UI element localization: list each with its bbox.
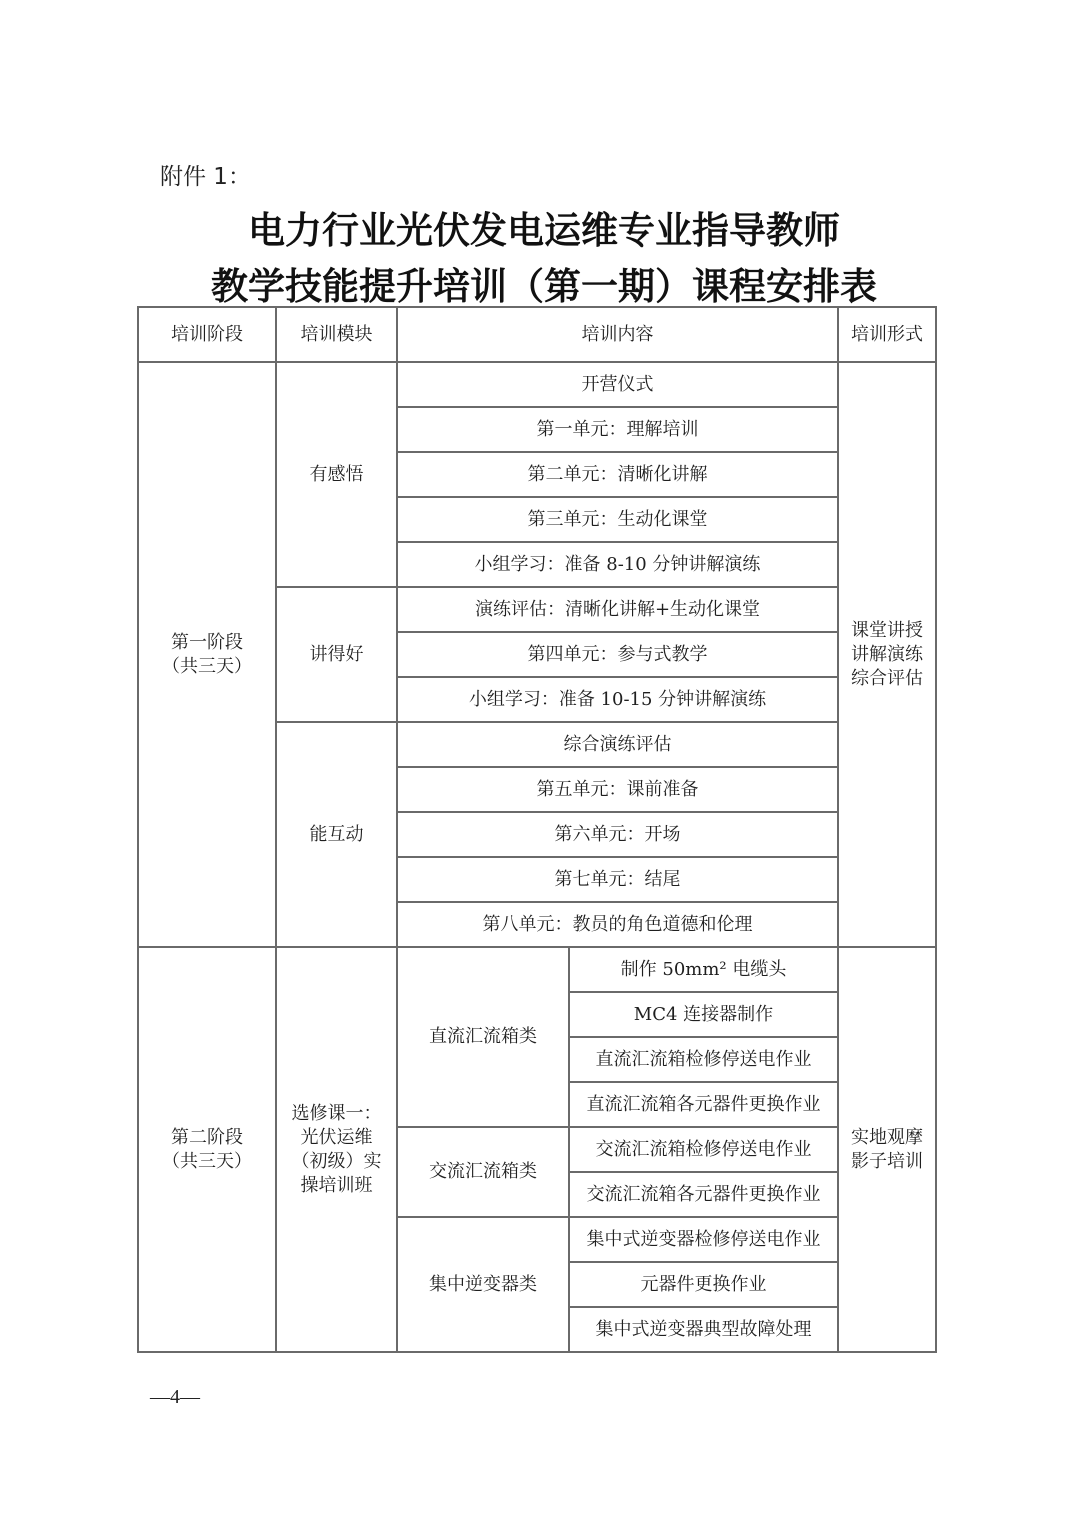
content-cell: 第一单元：理解培训 <box>397 407 838 452</box>
header-form: 培训形式 <box>838 307 936 362</box>
stage2-duration: （共三天） <box>162 1150 252 1172</box>
content-cell: 小组学习：准备 8-10 分钟讲解演练 <box>397 542 838 587</box>
stage2-name: 第二阶段 <box>171 1126 243 1148</box>
content-cell: 元器件更换作业 <box>569 1262 838 1307</box>
content-cell: 直流汇流箱各元器件更换作业 <box>569 1082 838 1127</box>
stage2-form-cell <box>838 947 936 1352</box>
header-content: 培训内容 <box>397 307 838 362</box>
content-cell: 综合演练评估 <box>397 722 838 767</box>
stage2-module-cell <box>276 947 397 1352</box>
content-cell: 第四单元：参与式教学 <box>397 632 838 677</box>
stage2-module-line: 选修课一： <box>291 1102 382 1124</box>
module-1: 有感悟 <box>276 362 397 587</box>
stage2-module-line: 操培训班 <box>300 1174 373 1196</box>
category-1: 直流汇流箱类 <box>397 947 569 1127</box>
content-cell: 第六单元：开场 <box>397 812 838 857</box>
content-cell: MC4 连接器制作 <box>569 992 838 1037</box>
header-stage: 培训阶段 <box>138 307 276 362</box>
content-cell: 制作 50mm² 电缆头 <box>569 947 838 992</box>
stage1-duration: （共三天） <box>162 655 252 677</box>
content-cell: 第八单元：教员的角色道德和伦理 <box>397 902 838 947</box>
stage1-form-cell <box>838 362 936 947</box>
stage1-form-line: 综合评估 <box>851 667 923 689</box>
document-title-line2: 教学技能提升培训（第一期）课程安排表 <box>211 265 877 308</box>
header-module: 培训模块 <box>276 307 397 362</box>
module-2: 讲得好 <box>276 587 397 722</box>
stage2-module-line: 光伏运维 <box>300 1126 373 1148</box>
document-title-line1: 电力行业光伏发电运维专业指导教师 <box>248 209 840 252</box>
table-header-row <box>138 307 936 362</box>
content-cell: 第七单元：结尾 <box>397 857 838 902</box>
table-row <box>138 362 936 407</box>
content-cell: 小组学习：准备 10-15 分钟讲解演练 <box>397 677 838 722</box>
content-cell: 直流汇流箱检修停送电作业 <box>569 1037 838 1082</box>
content-cell: 集中式逆变器典型故障处理 <box>569 1307 838 1352</box>
course-schedule-table <box>137 306 937 1353</box>
category-2: 交流汇流箱类 <box>397 1127 569 1217</box>
content-cell: 演练评估：清晰化讲解+生动化课堂 <box>397 587 838 632</box>
page-number: —4— <box>150 1386 200 1408</box>
table-row <box>138 947 936 992</box>
content-cell: 第三单元：生动化课堂 <box>397 497 838 542</box>
content-cell: 交流汇流箱各元器件更换作业 <box>569 1172 838 1217</box>
stage2-form-line: 影子培训 <box>851 1150 923 1172</box>
stage1-form-line: 讲解演练 <box>851 643 923 665</box>
stage2-form-line: 实地观摩 <box>851 1126 923 1148</box>
content-cell: 交流汇流箱检修停送电作业 <box>569 1127 838 1172</box>
attachment-label: 附件 1： <box>160 164 251 190</box>
content-cell: 第五单元：课前准备 <box>397 767 838 812</box>
content-cell: 开营仪式 <box>397 362 838 407</box>
content-cell: 第二单元：清晰化讲解 <box>397 452 838 497</box>
content-cell: 集中式逆变器检修停送电作业 <box>569 1217 838 1262</box>
stage2-module-line: （初级）实 <box>291 1150 382 1172</box>
stage1-name: 第一阶段 <box>171 631 243 653</box>
stage1-form-line: 课堂讲授 <box>851 619 923 641</box>
stage2-cell <box>138 947 276 1352</box>
stage1-cell <box>138 362 276 947</box>
module-3: 能互动 <box>276 722 397 947</box>
category-3: 集中逆变器类 <box>397 1217 569 1352</box>
